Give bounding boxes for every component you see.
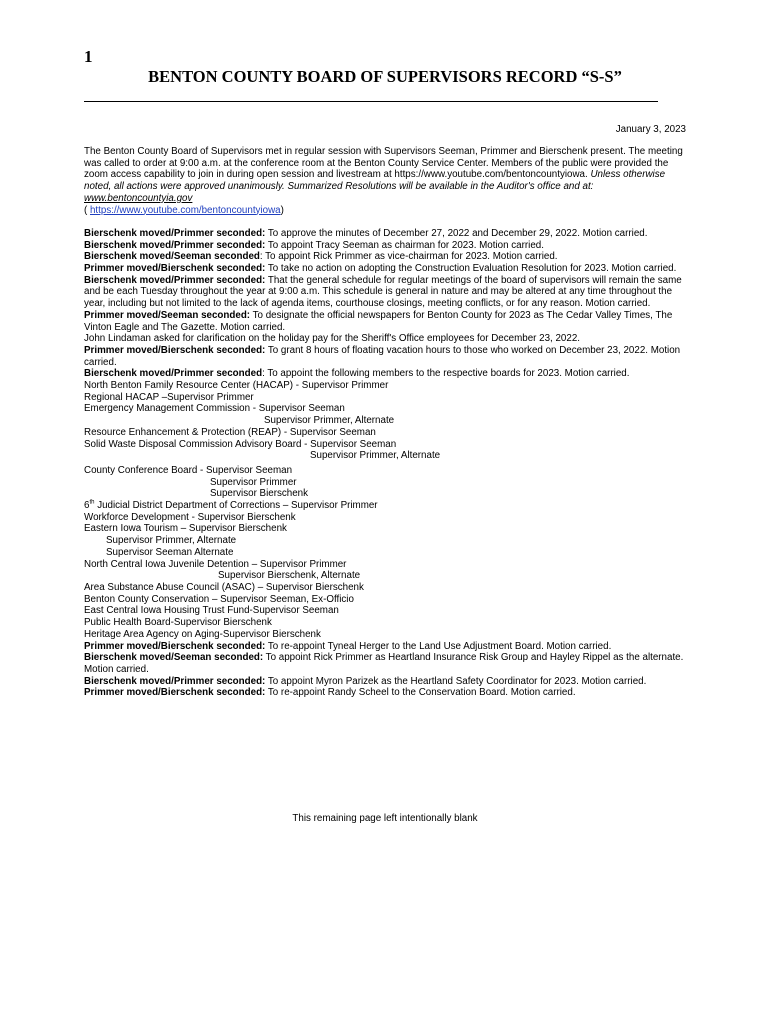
motion-text: To grant 8 hours of floating vacation hours to those who worked on December 23, 2022. Motion carried. — [84, 344, 681, 368]
board-appointment: Public Health Board-Supervisor Bierschenk — [84, 617, 272, 629]
board-appointment: Solid Waste Disposal Commission Advisory Board - Supervisor Seeman — [84, 438, 397, 450]
board-appointment: North Benton Family Resource Center (HACAP) - Supervisor Primmer — [84, 380, 389, 392]
motion — [84, 240, 694, 252]
motion-text: To re-appoint Tyneal Herger to the Land Use Adjustment Board. Motion carried. — [265, 640, 612, 652]
board-appointment: Benton County Conservation – Supervisor Seeman, Ex-Officio — [84, 593, 354, 605]
motion — [84, 641, 694, 653]
motion — [84, 228, 694, 240]
motion — [84, 652, 694, 675]
board-alternate: Supervisor Primmer, Alternate — [106, 535, 237, 547]
motion-text: To appoint Rick Primmer as Heartland Insurance Risk Group and Hayley Rippel as the alternate. Motion carried. — [84, 652, 684, 675]
page-number: 1 — [84, 47, 93, 66]
motion-mover: Primmer moved/Bierschenk seconded: — [84, 344, 266, 356]
motion-mover: Primmer moved/Bierschenk seconded: — [84, 687, 266, 699]
motion-mover: Bierschenk moved/Seeman seconded — [84, 251, 260, 263]
motion-mover: Primmer moved/Bierschenk seconded: — [84, 640, 266, 652]
motion-text: To re-appoint Randy Scheel to the Conservation Board. Motion carried. — [265, 687, 576, 699]
board-appointment: Eastern Iowa Tourism – Supervisor Bierschenk — [84, 523, 287, 535]
motion — [84, 676, 694, 688]
meeting-date: January 3, 2023 — [615, 124, 686, 135]
minutes-body — [84, 146, 694, 699]
motion-text: To approve the minutes of December 27, 2022 and December 29, 2022. Motion carried. — [265, 227, 648, 239]
board-member: Supervisor Primmer — [210, 476, 297, 488]
youtube-line — [84, 205, 694, 217]
motion — [84, 275, 694, 310]
motion — [84, 310, 694, 333]
motion-mover: Bierschenk moved/Primmer seconded — [84, 368, 263, 380]
motion-text: : To appoint the following members to the respective boards for 2023. Motion carried. — [262, 368, 630, 380]
motion-mover: Bierschenk moved/Primmer seconded: — [84, 227, 266, 239]
youtube-link[interactable]: https://www.youtube.com/bentoncountyiowa — [89, 204, 281, 216]
intro-paragraph — [84, 146, 694, 205]
public-comment: John Lindaman asked for clarification on the holiday pay for the Sheriff's Office employees for December 23, 2022. — [84, 333, 580, 345]
motion-text: That the general schedule for regular meetings of the board of supervisors will remain the same and be each Tuesday throughout the year at 9:00 a.m. This schedule is general in nature and may be altered at any time throughout the year, including but not limited to the lack of agenda items, courthouse closings, meeting conflicts, or for any reason. Motion carried. — [84, 274, 682, 310]
district-text: Judicial District Department of Corrections – Supervisor Primmer — [94, 500, 378, 512]
board-alternate: Supervisor Primmer, Alternate — [264, 415, 395, 427]
motion — [84, 687, 694, 699]
ordinal-suffix: th — [89, 499, 95, 506]
board-appointment: Resource Enhancement & Protection (REAP) - Supervisor Seeman — [84, 426, 376, 438]
board-appointment: Emergency Management Commission - Supervisor Seeman — [84, 403, 345, 415]
district-number: 6 — [84, 500, 90, 512]
motion-mover: Primmer moved/Seeman seconded: — [84, 309, 251, 321]
motion-text: To designate the official newspapers for Benton County for 2023 as The Cedar Valley Times, The Vinton Eagle and The Gazette. Motion carried. — [84, 309, 673, 333]
blank-page-note: This remaining page left intentionally blank — [292, 813, 478, 824]
intro-text: The Benton County Board of Supervisors met in regular session with Supervisors Seeman, Primmer and Bierschenk present. The meeting was called to order at 9:00 a.m. at the conference room at the Benton County Service Center. Members of the public were provided the zoom access capability to join in during open session and livestream at https://www.youtube.com/bentoncountyiowa. — [84, 146, 683, 181]
board-appointment: Regional HACAP –Supervisor Primmer — [84, 391, 254, 403]
motion-mover: Primmer moved/Bierschenk seconded: — [84, 263, 266, 275]
motion-mover: Bierschenk moved/Primmer seconded: — [84, 239, 266, 251]
motion-mover: Bierschenk moved/Primmer seconded: — [84, 675, 266, 687]
intro-italic-note: Unless otherwise noted, all actions were approved unanimously. Summarized Resolutions will be available in the Auditor's office and at: — [84, 169, 666, 193]
board-appointment: Workforce Development - Supervisor Bierschenk — [84, 511, 296, 523]
motion — [84, 263, 694, 275]
motion-mover: Bierschenk moved/Primmer seconded: — [84, 274, 266, 286]
board-appointment: Area Substance Abuse Council (ASAC) – Supervisor Bierschenk — [84, 582, 364, 593]
board-alternate: Supervisor Bierschenk, Alternate — [218, 570, 361, 582]
board-member: Supervisor Bierschenk — [210, 488, 309, 500]
board-appointment: North Central Iowa Juvenile Detention – Supervisor Primmer — [84, 558, 347, 570]
motion — [84, 345, 694, 368]
board-alternate: Supervisor Seeman Alternate — [106, 546, 234, 558]
website-link[interactable]: www.bentoncountyia.gov — [84, 192, 193, 204]
paren-close: ) — [280, 204, 284, 216]
board-appointment — [84, 500, 694, 512]
board-alternate: Supervisor Primmer, Alternate — [310, 450, 441, 462]
motion-mover: Bierschenk moved/Seeman seconded: — [84, 652, 264, 664]
paren-open: ( — [84, 204, 90, 216]
board-appointment: Heritage Area Agency on Aging-Supervisor Bierschenk — [84, 628, 321, 640]
title-rule — [84, 101, 658, 102]
motion — [84, 368, 694, 380]
motion-text: To appoint Myron Parizek as the Heartland Safety Coordinator for 2023. Motion carried. — [265, 675, 647, 687]
motion-text: : To appoint Rick Primmer as vice-chairman for 2023. Motion carried. — [259, 251, 558, 263]
board-appointment: County Conference Board - Supervisor Seeman — [84, 464, 293, 476]
board-appointment: East Central Iowa Housing Trust Fund-Supervisor Seeman — [84, 605, 339, 617]
motion-text: To appoint Tracy Seeman as chairman for 2023. Motion carried. — [265, 239, 544, 251]
motion-text: To take no action on adopting the Construction Evaluation Resolution for 2023. Motion carried. — [265, 263, 677, 275]
motion — [84, 251, 694, 263]
page-title: BENTON COUNTY BOARD OF SUPERVISORS RECORD “S-S” — [148, 67, 622, 86]
